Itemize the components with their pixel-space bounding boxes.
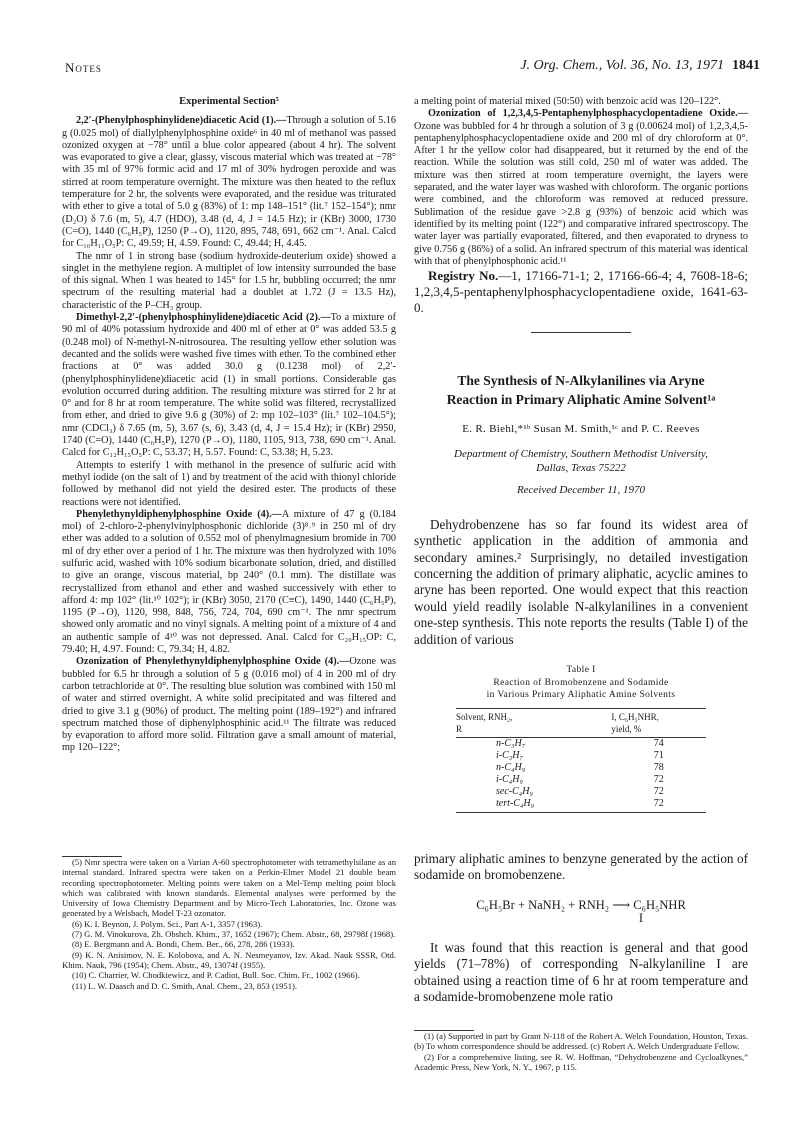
table-cell-solvent: tert-C₄H₉ (456, 798, 611, 813)
footnote: (1) (a) Supported in part by Grant N-118 of the Robert A. Welch Foundation, Houston, Texas. (b) To whom correspondence should be addressed. (c) Robert A. Welch Undergraduate Fellow. (414, 1031, 748, 1052)
article-authors: E. R. Biehl,*¹ᵇ Susan M. Smith,¹ᶜ and P. C. Reeves (462, 423, 700, 436)
table-label: Table I (566, 665, 596, 675)
article-divider (531, 332, 631, 333)
received-date: Received December 11, 1970 (516, 484, 646, 497)
running-head-journal (520, 58, 760, 74)
paragraph-heading: Ozonization of 1,2,3,4,5-Pentaphenylphosphacyclopentadiene Oxide.— (428, 108, 748, 120)
page-number: 1841 (732, 58, 760, 73)
footnote: (10) C. Charrier, W. Chodkiewicz, and P. Cadiot, Bull. Soc. Chim. Fr., 1002 (1966). (72, 970, 360, 981)
paragraph (62, 251, 396, 312)
table-caption (414, 664, 748, 702)
article-title (414, 371, 748, 409)
article-intro (414, 517, 748, 648)
article-title-line-2: Reaction in Primary Aliphatic Amine Solvent¹ᵃ (446, 392, 716, 408)
journal-citation: J. Org. Chem., Vol. 36, No. 13, 1971 (520, 58, 724, 73)
right-column (414, 96, 748, 1006)
paragraph-text: Ozone was bubbled for 4 hr through a solution of 3 g (0.00624 mol) of 1,2,3,4,5-pentaphenylphosphacyclopentadiene oxide and 200 ml of dry chloroform at 0°. After 1 hr the yellow color had disappeared, but it returned by the end of the reaction. While the solution was still cold, 250 ml of water was added. The mixture was then stirred at room temperature overnight, the layers were separated, and the water layer was washed with chloroform. The organic portions were combined, and the chloroform was removed at reduced pressure. Sublimation of the residue gave >2.8 g (93%) of benzoic acid which was identified by its melting point (122°) and comparative infrared spectroscopy. The water layer was partially evaporated, filtered, and then evaporated to dryness to give 0.756 g (86%) of a solid. An infrared spectrum of this material was identical with that of phenylphosphonic acid.¹¹ (414, 120, 748, 267)
table-cell-solvent: n-C₃H₇ (496, 737, 526, 749)
running-head-section: Notes (65, 60, 102, 75)
table-cell-yield: 72 (653, 773, 664, 785)
reaction-equation: C₆H₅Br + NaNH₂ + RNH₂ ⟶ C₆H₅NHR (476, 898, 686, 913)
header-solvent-line-1: Solvent, RNH₂, (456, 711, 513, 722)
footnote: (11) L. W. Daasch and D. C. Smith, Anal. Chem., 23, 853 (1951). (72, 980, 298, 991)
paragraph-heading: Phenylethynyldiphenylphosphine Oxide (4).— (76, 508, 282, 520)
table-header-row (456, 708, 706, 737)
paragraph (62, 460, 396, 509)
footnote: (2) For a comprehensive listing, see R. W. Hoffman, “Dehydrobenzene and Cycloalkynes,” Academic Press, New York, N. Y., 1967, p 115. (414, 1051, 748, 1072)
article-body-1 (414, 851, 748, 884)
table-cell-yield: 74 (653, 737, 664, 749)
table-header-yield (611, 708, 706, 737)
article-title-line-1: The Synthesis of N-Alkylanilines via Aryne (457, 373, 705, 389)
paragraph-text: The nmr of 1 in strong base (sodium hydroxide-deuterium oxide) showed a singlet in the methylene region. A multiplet of low intensity surrounded the base of this signal. When 1 was heated to 145° for 1.5 hr, bubbling occurred; the nmr spectrum of the resulting material had a doublet at 1.72 (J = 13.5 Hz), characteristic of the P–CH₃ group. (62, 250, 396, 311)
equation-label: I (638, 910, 644, 925)
table-row (456, 774, 706, 786)
footnote: (9) K. N. Anisimov, N. E. Kolobova, and A. N. Nesmeyanov, Izv. Akad. Nauk SSSR, Otd. Khim. Nauk, 796 (1954); Chem. Abstr., 49, 13074f (1955). (62, 949, 396, 970)
paragraph (62, 115, 396, 250)
paragraph-text: Attempts to esterify 1 with methanol in the presence of sulfuric acid with methyl iodide (on the salt of 1) and by treatment of the acid with thionyl chloride followed by methanol did not yield the desired ester. The products of these reactions were not identified. (62, 459, 396, 508)
affiliation-line-2: Dallas, Texas 75222 (536, 462, 626, 475)
registry-heading: Registry No. (428, 268, 499, 284)
intro-paragraph: Dehydrobenzene has so far found its widest area of synthetic application in the addition of ammonia and secondary amines.² Surprisingly, no detailed investigation concerning the addition of primary aliphatic, acyclic amines to aryne has been reported. One would expect that this reaction would yield readily isolable N-alkylanilines in a convenient one-step synthesis. This note reports the results (Table I) of the addition of various (414, 516, 748, 647)
paragraph (62, 509, 396, 657)
footnote: (7) G. M. Vinokurova, Zh. Obshch. Khim., 37, 1652 (1967); Chem. Abstr., 68, 29798f (1968). (72, 929, 396, 940)
paragraph-text: Through a solution of 5.16 g (0.025 mol) of diallylphenylphosphine oxide⁶ in 40 ml of methanol was passed ozonized oxygen at −78° until a blue color appeared (about 4 hr). The solvent was evaporated to give a clear, glassy, viscous material which was treated at −78° with 35 ml of 97% formic acid and 17 ml of 30% hydrogen peroxide and was stirred at room temperature overnight. The mixture was then heated to the reflux temperature for 2 hr, the solvents were evaporated, and the residue was triturated with ether to give a total of 5.0 g (83%) of 1: mp 148–151° (lit.⁷ 152–154°); nmr (D₂O) δ 7.6 (m, 5), 4.7 (HDO), 3.48 (d, 4, J = 14.5 Hz); ir (KBr) 3000, 1730 (C=O), 1440 (C₆H₅P), 1250 (P→O), 1120, 895, 748, 691, 662 cm⁻¹. Anal. Calcd for C₁₀H₁₁O₅P: C, 49.59; H, 4.59. Found: C, 49.44; H, 4.45. (62, 115, 396, 250)
table-row (456, 786, 706, 798)
body-paragraph: primary aliphatic amines to benzyne generated by the action of sodamide on bromobenzene. (414, 850, 748, 882)
table-cell-solvent: sec-C₄H₉ (496, 785, 533, 797)
table-header-solvent (456, 708, 611, 737)
article-body-2 (414, 940, 748, 1006)
paragraph-continuation: a melting point of material mixed (50:50) with benzoic acid was 120–122°. (414, 96, 721, 107)
header-yield-line-1: I, C₆H₅NHR, (611, 711, 659, 722)
registry-text: —1, 17166-71-1; 2, 17166-66-4; 4, 7608-18-6; 1,2,3,4,5-pentaphenylphosphacyclopentadiene oxide, 1641-63-0. (414, 268, 748, 316)
table-cell-solvent: n-C₄H₉ (496, 761, 526, 773)
paragraph-text: Ozone was bubbled for 6.5 hr through a solution of 5 g (0.016 mol) of 4 in 200 ml of dry carbon tetrachloride at 0°. The resulting blue solution was combined with 150 ml of water and stirred overnight. A white solid precipitated and was filtered and dried to give 3.1 g (90%) of product. The melting point (189–192°) and infrared spectrum matched those of diphenylphosphinic acid.¹¹ The filtrate was reduced by evaporation to afford more solid. Filtration gave a small amount of material, mp 120–122°; (62, 656, 396, 754)
footnote: (8) E. Bergmann and A. Bondi, Chem. Ber., 66, 278, 286 (1933). (72, 939, 295, 950)
author-affiliation (414, 447, 748, 475)
paragraph-heading: 2,2′-(Phenylphosphinylidene)diacetic Acid (1).— (76, 115, 287, 127)
table-row (456, 762, 706, 774)
paragraph-text: A mixture of 47 g (0.184 mol) of 2-chloro-2-phenylvinylphosphonic dichloride (3)⁸˒⁹ in 250 ml of dry ether was added to a solution of 0.552 mol of phenylmagnesium bromide in 700 ml of dry ether over a period of 1 hr. The mixture was then hydrolyzed with 10% sulfuric acid, washed with 10% sodium bicarbonate solution, dried, and distilled to give an orange, viscous material, bp 240° (0.1 mm). The distillate was recrystallized from ethanol and ether and washed successively with ether to afford 4: mp 102° (lit.¹⁰ 102°); ir (KBr) 3050, 2170 (C≡C), 1490, 1440 (C₆H₅P), 1195 (P→O), 1120, 998, 848, 756, 724, 704, 690 cm⁻¹. The nmr spectrum showed only aromatic and no vinyl signals. A melting point of a mixture of 4 and an authentic sample of 4¹⁰ was not depressed. Anal. Calcd for C₂₀H₁₅OP: C, 79.40; H, 4.97. Found: C, 79.34; H, 4.82. (62, 508, 396, 656)
table-row (456, 737, 706, 750)
table-caption-line-2: in Various Primary Aliphatic Amine Solvents (486, 690, 676, 700)
table-cell-yield: 71 (653, 749, 664, 761)
paragraph-heading: Ozonization of Phenylethynyldiphenylphosphine Oxide (4).— (76, 656, 350, 668)
footnote: (6) K. I. Beynon, J. Polym. Sci., Part A-1, 3357 (1963). (72, 918, 263, 929)
body-paragraph: It was found that this reaction is general and that good yields (71–78%) of corresponding N-alkylaniline I are obtained using a reaction time of 6 hr at room temperature and a sodamide-bromobenzene mole ratio (414, 939, 748, 1005)
table-row (456, 798, 706, 813)
yield-table (456, 708, 706, 813)
paragraph-text: To a mixture of 90 ml of 40% potassium hydroxide and 400 ml of ether at 0° was added 53.5 g (0.248 mol) of N-methyl-N-nitrosourea. The resulting yellow ether solution was decanted and the solids were washed five times with ether. To the combined ether fractions at 0° was added 30.0 g (0.1238 mol) of 2,2′-(phenylphosphinylidene)diacetic acid (1) in small portions. Considerable gas evolution occurred during addition. The resulting mixture was stirred for 2 hr at 0° and for 8 hr at room temperature. The white solid was filtered, recrystallized from ether, and dried to give 9.6 g (30%) of 2: mp 102–103° (lit.⁷ 102–104.5°); nmr (CDCl₃) δ 7.65 (m, 5), 3.67 (s, 6), 3.43 (d, 4, J = 15.4 Hz); ir (KBr) 2950, 1740 (C=O), 1440 (C₆H₅P), 1270 (P→O), 1180, 1105, 913, 738, 690 cm⁻¹. Anal. Calcd for C₁₂H₁₅O₅P: C, 53.37; H, 5.57. Found: C, 53.38; H, 5.23. (62, 312, 396, 459)
left-column (62, 96, 396, 755)
registry-numbers (414, 268, 748, 316)
left-footnotes (62, 856, 396, 991)
header-solvent-line-2: R (456, 723, 463, 734)
affiliation-line-1: Department of Chemistry, Southern Methodist University, (454, 448, 708, 461)
table-cell-yield: 78 (653, 761, 664, 773)
table-cell-yield: 72 (653, 785, 664, 797)
paragraph (62, 656, 396, 754)
footnote: (5) Nmr spectra were taken on a Varian A-60 spectrophotometer with tetramethylsilane as an internal standard. Infrared spectra were taken on a Perkin-Elmer Model 21 double beam recording spectrophotometer. Melting points were taken on a Mel-Temp melting point block which was calibrated with known standards. Elemental analyses were performed by the University of Iowa Chemistry Department and by Micro-Tech Laboratories, Inc. Ozone was generated by a Welsbach, Model T-23 ozonator. (62, 857, 396, 919)
table-cell-solvent: i-C₄H₉ (496, 773, 523, 785)
right-footnotes (414, 1030, 748, 1072)
table-cell-solvent: i-C₃H₇ (496, 749, 523, 761)
experimental-section-title: Experimental Section⁵ (179, 96, 279, 107)
table-row (456, 750, 706, 762)
header-yield-line-2: yield, % (611, 723, 642, 734)
paragraph-heading: Dimethyl-2,2′-(phenylphosphinylidene)diacetic Acid (2).— (76, 312, 331, 324)
table-caption-line-1: Reaction of Bromobenzene and Sodamide (493, 677, 669, 688)
paragraph (414, 108, 748, 268)
table-cell-yield: 72 (611, 798, 706, 813)
paragraph (62, 312, 396, 460)
